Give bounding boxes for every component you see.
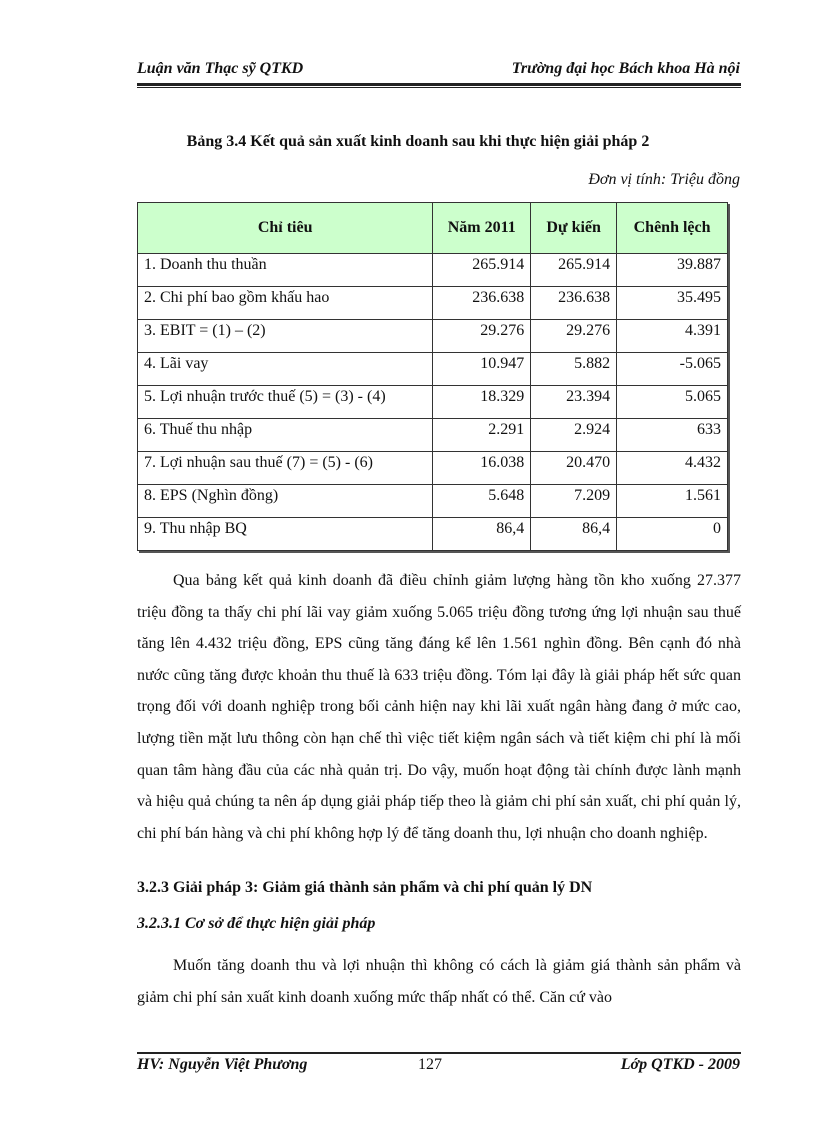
table-row <box>138 254 728 287</box>
cell-value: 16.038 <box>433 452 531 485</box>
subsection-heading: 3.2.3.1 Cơ sở để thực hiện giải pháp <box>137 915 376 932</box>
table-row <box>138 353 728 386</box>
cell-value: 86,4 <box>531 518 617 551</box>
cell-value: 1.561 <box>617 485 728 518</box>
cell-value: -5.065 <box>617 353 728 386</box>
footer-class: Lớp QTKD - 2009 <box>620 1056 740 1073</box>
table-row <box>138 320 728 353</box>
cell-value: 2.924 <box>531 419 617 452</box>
row-label: 1. Doanh thu thuần <box>138 254 433 287</box>
cell-value: 35.495 <box>617 287 728 320</box>
row-label: 6. Thuế thu nhập <box>138 419 433 452</box>
row-label: 8. EPS (Nghìn đồng) <box>138 485 433 518</box>
column-header: Chỉ tiêu <box>138 203 433 254</box>
page-number: 127 <box>418 1056 442 1073</box>
cell-value: 7.209 <box>531 485 617 518</box>
cell-value: 236.638 <box>531 287 617 320</box>
row-label: 9. Thu nhập BQ <box>138 518 433 551</box>
cell-value: 5.648 <box>433 485 531 518</box>
row-label: 4. Lãi vay <box>138 353 433 386</box>
cell-value: 10.947 <box>433 353 531 386</box>
row-label: 2. Chi phí bao gồm khấu hao <box>138 287 433 320</box>
row-label: 5. Lợi nhuận trước thuế (5) = (3) - (4) <box>138 386 433 419</box>
cell-value: 265.914 <box>531 254 617 287</box>
cell-value: 2.291 <box>433 419 531 452</box>
column-header: Năm 2011 <box>433 203 531 254</box>
paragraph-2: Muốn tăng doanh thu và lợi nhuận thì không có cách là giảm giá thành sản phẩm và giảm chi phí sản xuất kinh doanh xuống mức thấp nhất có thể. Căn cứ vào <box>137 957 741 1006</box>
footer-rule <box>137 1052 741 1055</box>
cell-value: 23.394 <box>531 386 617 419</box>
cell-value: 236.638 <box>433 287 531 320</box>
table-row <box>138 485 728 518</box>
table-row <box>138 452 728 485</box>
cell-value: 5.882 <box>531 353 617 386</box>
cell-value: 5.065 <box>617 386 728 419</box>
cell-value: 4.432 <box>617 452 728 485</box>
table-header-row <box>138 203 728 254</box>
results-table <box>137 202 728 551</box>
row-label: 7. Lợi nhuận sau thuế (7) = (5) - (6) <box>138 452 433 485</box>
cell-value: 39.887 <box>617 254 728 287</box>
header-left: Luận văn Thạc sỹ QTKD <box>137 60 304 77</box>
paragraph-1: Qua bảng kết quả kinh doanh đã điều chỉnh giảm lượng hàng tồn kho xuống 27.377 triệu đồng ta thấy chi phí lãi vay giảm xuống 5.065 triệu đồng tương ứng lợi nhuận sau thuế tăng lên 4.432 triệu đồng, EPS cũng tăng đáng kể lên 1.561 nghìn đồng. Bên cạnh đó nhà nước cũng tăng được khoản thu thuế là 633 triệu đồng. Tóm lại đây là giải pháp hết sức quan trọng đối với doanh nghiệp trong bối cảnh hiện nay khi lãi xuất ngân hàng đang ở mức cao, lượng tiền mặt lưu thông còn hạn chế thì việc tiết kiệm ngân sách và tiết kiệm chi phí là mối quan tâm hàng đầu của các nhà quản trị. Do vậy, muốn hoạt động tài chính được lành mạnh và hiệu quả chúng ta nên áp dụng giải pháp tiếp theo là giảm chi phí sản xuất, chi phí quản lý, chi phí bán hàng và chi phí không hợp lý để tăng doanh thu, lợi nhuận cho doanh nghiệp. <box>137 572 741 842</box>
column-header: Dự kiến <box>531 203 617 254</box>
cell-value: 0 <box>617 518 728 551</box>
cell-value: 29.276 <box>531 320 617 353</box>
header-rule <box>137 83 741 88</box>
section-heading: 3.2.3 Giải pháp 3: Giảm giá thành sản phẩm và chi phí quản lý DN <box>137 879 593 896</box>
cell-value: 29.276 <box>433 320 531 353</box>
row-label: 3. EBIT = (1) – (2) <box>138 320 433 353</box>
table-row <box>138 419 728 452</box>
footer-author: HV: Nguyễn Việt Phương <box>137 1056 308 1073</box>
table-title: Bảng 3.4 Kết quả sản xuất kinh doanh sau khi thực hiện giải pháp 2 <box>186 133 650 150</box>
cell-value: 633 <box>617 419 728 452</box>
unit-label: Đơn vị tính: Triệu đồng <box>588 171 740 188</box>
cell-value: 18.329 <box>433 386 531 419</box>
cell-value: 4.391 <box>617 320 728 353</box>
cell-value: 20.470 <box>531 452 617 485</box>
header-right: Trường đại học Bách khoa Hà nội <box>511 60 740 77</box>
table-row <box>138 518 728 551</box>
table-row <box>138 287 728 320</box>
column-header: Chênh lệch <box>617 203 728 254</box>
cell-value: 265.914 <box>433 254 531 287</box>
cell-value: 86,4 <box>433 518 531 551</box>
table-row <box>138 386 728 419</box>
